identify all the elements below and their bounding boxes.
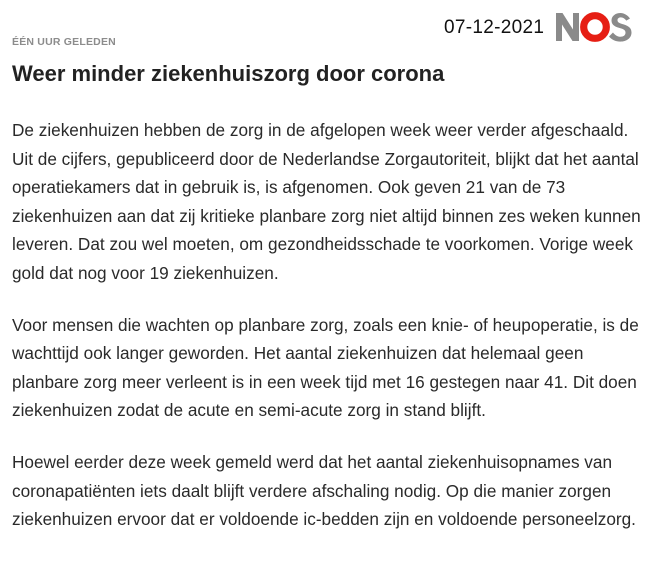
nos-logo-icon <box>554 10 634 44</box>
date-stamp: 07-12-2021 <box>444 17 545 38</box>
article-title: Weer minder ziekenhuiszorg door corona <box>12 61 445 86</box>
paragraph-2: Voor mensen die wachten op planbare zorg, zoals een knie- of heupoperatie, is de wachttijd ook langer geworden. Het aantal ziekenhuizen dat helemaal geen planbare zorg meer verleent is in een week tijd met 16 gestegen naar 41. Dit doen ziekenhuizen zodat de acute en semi-acute zorg in stand blijft. <box>12 314 639 421</box>
nos-logo <box>554 10 634 44</box>
paragraph-1: De ziekenhuizen hebben de zorg in de afgelopen week weer verder afgeschaald. Uit de cijfers, gepubliceerd door de Nederlandse Zorgautoriteit, blijkt dat het aantal operatiekamers dat in gebruik is, is afgenomen. Ook geven 21 van de 73 ziekenhuizen aan dat zij kritieke planbare zorg niet altijd binnen zes weken kunnen leveren. Dat zou wel moeten, om gezondheidsschade te voorkomen. Vorige week gold dat nog voor 19 ziekenhuizen. <box>12 120 641 283</box>
article-body <box>12 116 648 557</box>
publish-time: ÉÉN UUR GELEDEN <box>12 36 116 48</box>
paragraph-3: Hoewel eerder deze week gemeld werd dat het aantal ziekenhuisopnames van coronapatiënten iets daalt blijft verdere afschaling nodig. Op die manier zorgen ziekenhuizen ervoor dat er voldoende ic-bedden zijn en voldoende personeelzorg. <box>12 451 636 530</box>
